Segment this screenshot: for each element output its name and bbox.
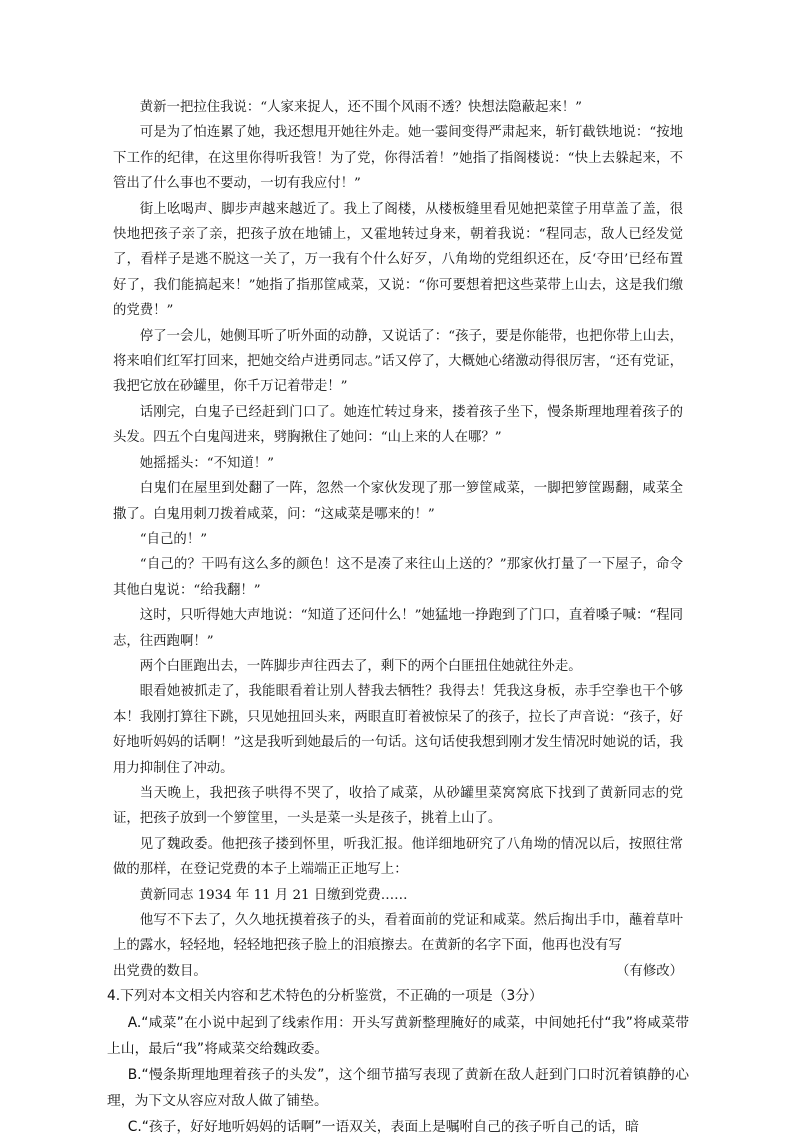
paragraph-ending: 出党费的数目。 xyxy=(113,963,207,979)
paragraph: “自己的！” xyxy=(139,531,208,547)
question-title: 4.下列对本文相关内容和艺术特色的分析鉴赏，不正确的一项是（3分） xyxy=(107,988,543,1005)
paragraph: 黄新一把拉住我说：“人家来捉人，还不围个风雨不透？快想法隐蔽起来！” xyxy=(139,100,582,115)
paragraph: 可是为了怕连累了她，我还想甩开她往外走。她一霎间变得严肃起来，斩钉截铁地说：“按地下工作的纪律，在这里你得听我管！为了党，你得活着！”她指了指阁楼说：“快上去躲起来，不管出了什么事也不要动，一切有我应付！” xyxy=(113,125,683,192)
paragraph: 两个白匪跑出去，一阵脚步声往西去了，剩下的两个白匪扭住她就往外走。 xyxy=(139,658,582,674)
final-line xyxy=(113,959,683,984)
paragraph: 眼看她被抓走了，我能眼看着让别人替我去牺牲？我得去！凭我这身板，赤手空拳也干个够本！我刚打算往下跳，只见她扭回头来，两眼直盯着被惊呆了的孩子，拉长了声音说：“孩子，好好地听妈妈的话啊！”这是我听到她最后的一句话。这句话使我想到刚才发生情况时她说的话，我用力抑制住了冲动。 xyxy=(113,684,683,776)
paragraph: 她摇摇头：“不知道！” xyxy=(139,455,275,471)
paragraph: 他写不下去了，久久地抚摸着孩子的头，看着面前的党证和咸菜。然后掏出手巾，蘸着草叶上的露水，轻轻地，轻轻地把孩子脸上的泪痕擦去。在黄新的名字下面，他再也没有写 xyxy=(113,913,683,954)
paragraph: 街上吆喝声、脚步声越来越近了。我上了阁楼，从楼板缝里看见她把菜筐子用草盖了盖，很快地把孩子亲了亲，把孩子放在地铺上，又霍地转过身来，朝着我说：“程同志，敌人已经发觉了，看样子是逃不脱这一关了，万一我有个什么好歹，八角坳的党组织还在，反‘夺田’已经布置好了，我们能搞起来！”她指了指那筐咸菜，又说：“你可要想着把这些菜带上山去，这是我们缴的党费！” xyxy=(113,201,683,319)
page-content xyxy=(107,95,689,1140)
paragraph: 白鬼们在屋里到处翻了一阵，忽然一个家伙发现了那一箩筐咸菜，一脚把箩筐踢翻，咸菜全撒了。白鬼用刺刀拨着咸菜，问：“这咸菜是哪来的！” xyxy=(113,481,683,522)
paragraph: 黄新同志 1934 年 11 月 21 日缴到党费…… xyxy=(139,887,408,903)
paragraph: 当天晚上，我把孩子哄得不哭了，收拾了咸菜，从砂罐里菜窝窝底下找到了黄新同志的党证，把孩子放到一个箩筐里，一头是菜一头是孩子，挑着上山了。 xyxy=(113,785,683,827)
paragraph: 停了一会儿，她侧耳听了听外面的动静，又说话了：“孩子，要是你能带，也把你带上山去，将来咱们红军打回来，把她交给卢进勇同志。”话又停了，大概她心绪激动得很厉害，“还有党证，我把它放在砂罐里，你千万记着带走！” xyxy=(113,328,683,395)
paragraph: 见了魏政委。他把孩子搂到怀里，听我汇报。他详细地研究了八角坳的情况以后，按照往常做的那样，在登记党费的本子上端端正正地写上： xyxy=(113,836,683,878)
paragraph: 话刚完，白鬼子已经赶到门口了。她连忙转过身来，搂着孩子坐下，慢条斯理地理着孩子的头发。四五个白鬼闯进来，劈胸揪住了她问：“山上来的人在哪？” xyxy=(113,404,683,446)
story-text xyxy=(113,95,683,984)
paragraph: “自己的？干吗有这么多的颜色！这不是凑了来往山上送的？”那家伙打量了一下屋子，命令其他白鬼说：“给我翻！” xyxy=(113,557,683,598)
source-note: （有修改） xyxy=(616,963,683,979)
option-b: B.“慢条斯理地理着孩子的头发”，这个细节描写表现了黄新在敌人赶到门口时沉着镇静的心理，为下文从容应对敌人做了铺垫。 xyxy=(107,1066,689,1109)
paragraph: 这时，只听得她大声地说：“知道了还问什么！”她猛地一挣跑到了门口，直着嗓子喊：“程同志，往西跑啊！” xyxy=(113,608,683,649)
option-a: A.“咸菜”在小说中起到了线索作用：开头写黄新整理腌好的咸菜，中间她托付“我”将咸菜带上山，最后“我”将咸菜交给魏政委。 xyxy=(107,1014,689,1057)
option-c: C.“孩子，好好地听妈妈的话啊”一语双关，表面上是嘱咐自己的孩子听自己的话，暗 xyxy=(127,1118,639,1135)
question-4 xyxy=(107,984,689,1139)
